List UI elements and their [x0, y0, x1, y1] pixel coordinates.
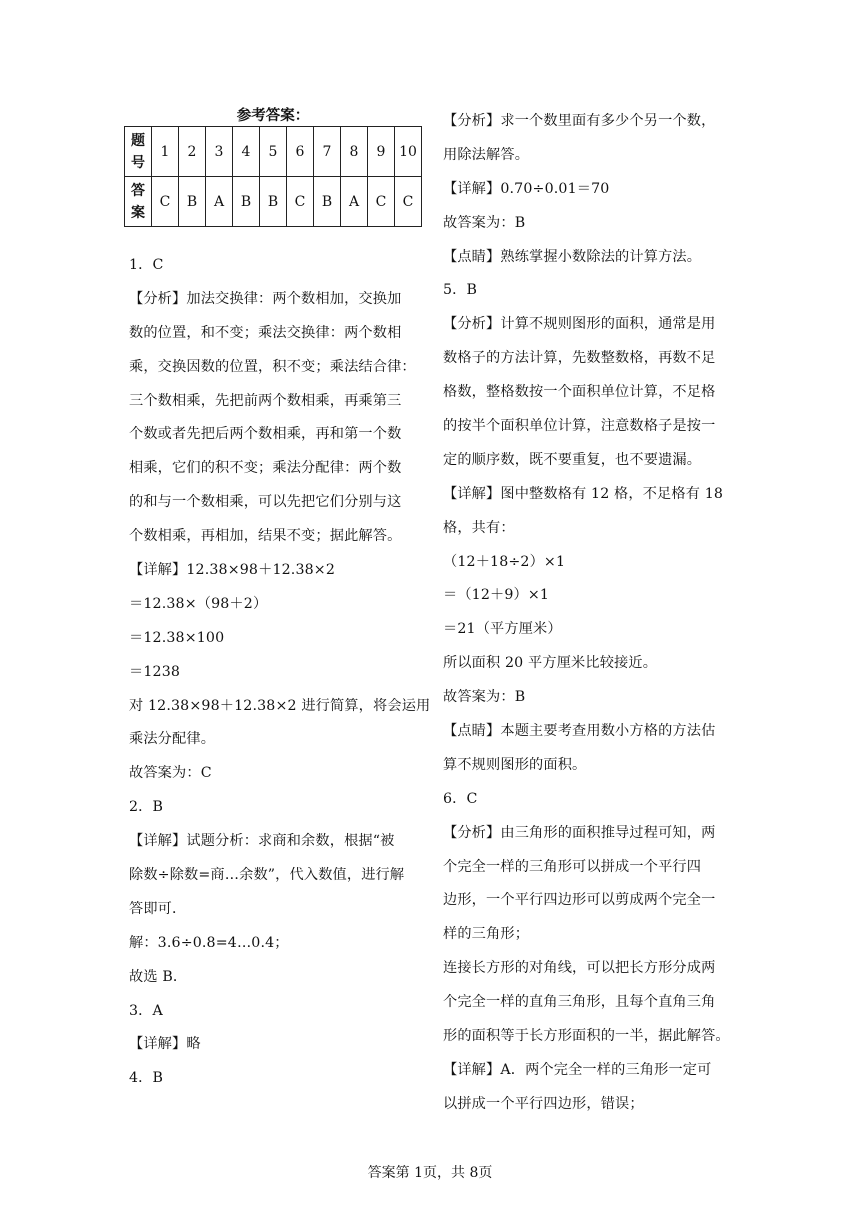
header-label: 题 号	[131, 133, 145, 171]
text-line: 2．B	[129, 799, 164, 816]
text-line: 个完全一样的三角形可以拼成一个平行四	[443, 858, 702, 875]
text-line: （12＋18÷2）×1	[443, 553, 566, 570]
text-line: 故答案为：B	[443, 689, 526, 706]
text-line: 连接长方形的对角线，可以把长方形分成两	[443, 960, 716, 977]
text-line: ＝1238	[129, 663, 181, 680]
table-row	[125, 177, 422, 227]
text-line: 个数或者先把后两个数相乘，再和第一个数	[129, 426, 402, 443]
text-line: 6．C	[443, 790, 478, 807]
answer-label: 答 案	[131, 183, 145, 221]
text-line: 3．A	[129, 1002, 163, 1019]
answer-value: A	[206, 177, 233, 227]
text-line: 1．C	[129, 257, 164, 273]
right-column-text	[443, 105, 743, 1122]
question-number: 4	[233, 127, 260, 177]
text-line: 乘，交换因数的位置，积不变；乘法结合律：	[129, 358, 416, 375]
text-line: 除数÷除数=商…余数”，代入数值，进行解	[129, 867, 405, 884]
text-line: 边形，一个平行四边形可以剪成两个完全一	[443, 892, 716, 909]
text-line: 故答案为：C	[129, 765, 212, 782]
left-column-text	[129, 249, 429, 1096]
answer-label-cell	[125, 177, 152, 227]
answer-value: B	[314, 177, 341, 227]
question-number: 8	[341, 127, 368, 177]
text-line: 格，共有：	[443, 519, 515, 536]
page-title: 参考答案：	[236, 107, 310, 124]
answer-value: C	[287, 177, 314, 227]
text-line: 数格子的方法计算，先数整数格，再数不足	[443, 350, 716, 367]
text-line: 【详解】A．两个完全一样的三角形一定可	[443, 1061, 712, 1078]
text-line: 【分析】加法交换律：两个数相加，交换加	[129, 290, 402, 307]
question-number: 3	[206, 127, 233, 177]
text-line: 的按半个面积单位计算，注意数格子是按一	[443, 418, 716, 435]
table-row	[125, 127, 422, 177]
page-footer: 答案第 1页，共 8页	[367, 1165, 493, 1181]
text-line: 【分析】求一个数里面有多少个另一个数，	[443, 113, 716, 129]
text-line: 【分析】计算不规则图形的面积，通常是用	[443, 316, 716, 333]
text-line: 个完全一样的直角三角形，且每个直角三角	[443, 994, 716, 1011]
text-line: 【详解】略	[129, 1036, 201, 1053]
text-line: 算不规则图形的面积。	[443, 756, 587, 773]
text-line: 乘法分配律。	[129, 731, 216, 748]
question-number: 7	[314, 127, 341, 177]
text-line: 定的顺序数，既不要重复，也不要遗漏。	[443, 451, 702, 468]
question-number: 10	[395, 127, 422, 177]
text-line: 相乘，它们的积不变；乘法分配律：两个数	[129, 460, 402, 477]
question-number: 1	[152, 127, 179, 177]
text-line: 4．B	[129, 1070, 164, 1087]
answer-value: C	[152, 177, 179, 227]
text-line: 【分析】由三角形的面积推导过程可知，两	[443, 824, 716, 841]
question-number: 5	[260, 127, 287, 177]
text-line: 以拼成一个平行四边形，错误；	[443, 1095, 644, 1112]
question-number: 9	[368, 127, 395, 177]
text-line: ＝21（平方厘米）	[443, 621, 562, 638]
text-line: 样的三角形；	[443, 926, 530, 943]
text-line: ＝12.38×（98＋2）	[129, 595, 268, 612]
text-line: 故答案为：B	[443, 214, 526, 231]
question-number: 6	[287, 127, 314, 177]
text-line: ＝（12＋9）×1	[443, 587, 550, 604]
text-line: 【详解】12.38×98＋12.38×2	[129, 562, 336, 579]
text-line: 三个数相乘，先把前两个数相乘，再乘第三	[129, 392, 402, 409]
text-line: 所以面积 20 平方厘米比较接近。	[443, 655, 658, 672]
answer-value: C	[368, 177, 395, 227]
text-line: 【点睛】本题主要考查用数小方格的方法估	[443, 723, 716, 740]
text-line: 的和与一个数相乘，可以先把它们分别与这	[129, 494, 402, 511]
text-line: 形的面积等于长方形面积的一半，据此解答。	[443, 1028, 730, 1045]
question-number: 2	[179, 127, 206, 177]
text-line: 故选 B．	[129, 968, 188, 985]
text-line: 对 12.38×98＋12.38×2 进行简算，将会运用	[129, 697, 431, 714]
text-line: 个数相乘，再相加，结果不变；据此解答。	[129, 528, 402, 545]
answer-value: B	[260, 177, 287, 227]
text-line: 【点睛】熟练掌握小数除法的计算方法。	[443, 248, 702, 265]
text-line: 答即可．	[129, 900, 187, 917]
text-line: 【详解】0.70÷0.01＝70	[443, 180, 610, 197]
text-line: 用除法解答。	[443, 146, 530, 163]
text-line: ＝12.38×100	[129, 629, 225, 646]
answer-value: A	[341, 177, 368, 227]
text-line: 解：3.6÷0.8=4…0.4；	[129, 934, 289, 951]
text-line: 格数，整格数按一个面积单位计算，不足格	[443, 384, 716, 401]
answer-table	[124, 126, 422, 227]
answer-value: B	[179, 177, 206, 227]
text-line: 【详解】试题分析：求商和余数，根据“被	[129, 833, 395, 850]
text-line: 【详解】图中整数格有 12 格，不足格有 18	[443, 485, 724, 502]
answer-value: C	[395, 177, 422, 227]
answer-value: B	[233, 177, 260, 227]
text-line: 数的位置，和不变；乘法交换律：两个数相	[129, 324, 402, 341]
header-label-cell	[125, 127, 152, 177]
text-line: 5．B	[443, 282, 478, 299]
